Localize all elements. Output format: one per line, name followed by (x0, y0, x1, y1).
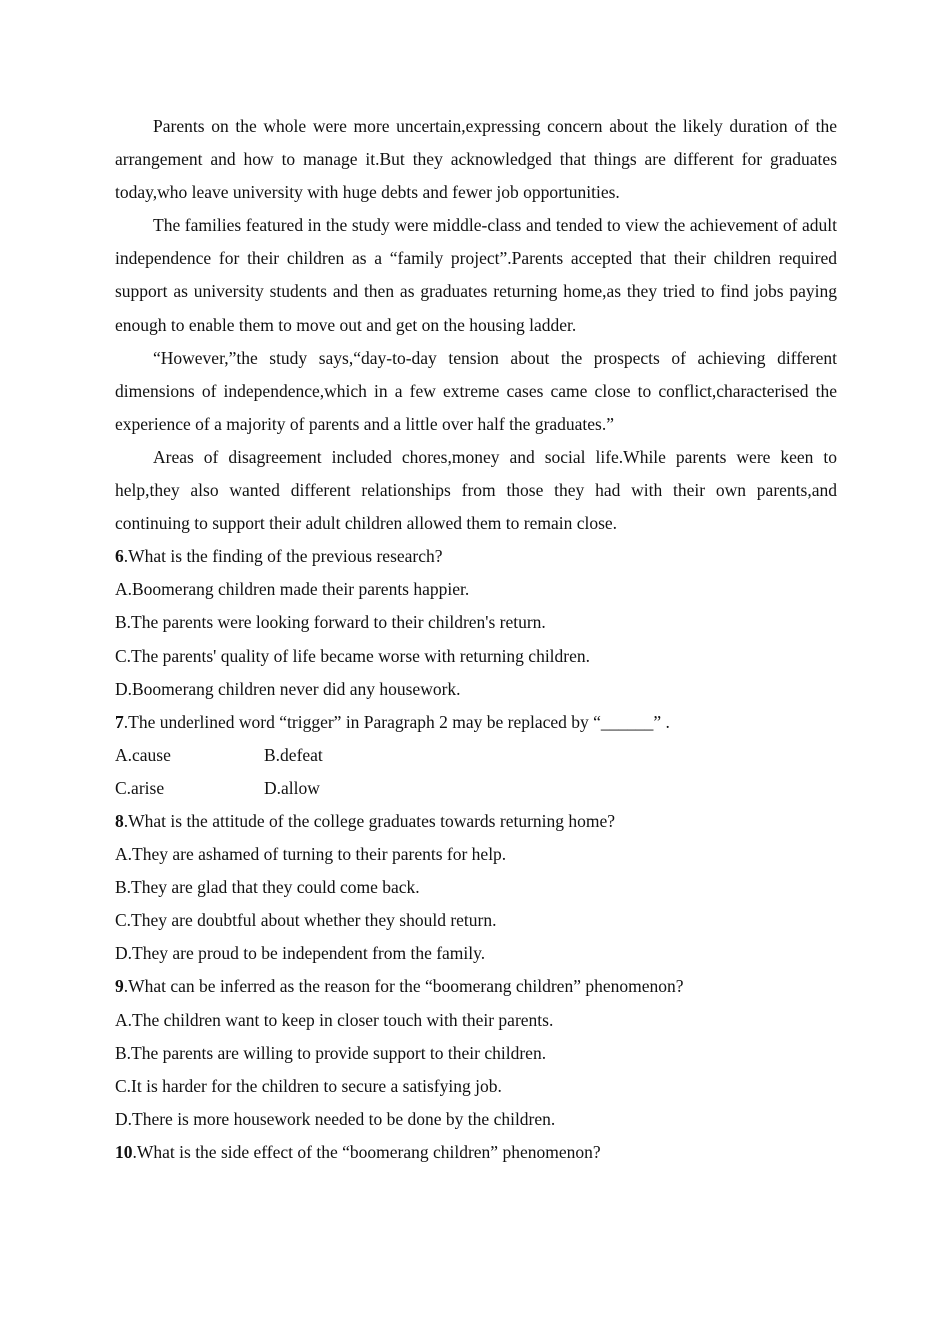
question-10 (115, 1136, 837, 1169)
option-b: B.The parents were looking forward to their children's return. (115, 612, 546, 633)
option-b: B.The parents are willing to provide support to their children. (115, 1042, 547, 1063)
question-number: 6 (115, 546, 124, 567)
passage-paragraph-1: Parents on the whole were more uncertain,expressing concern about the likely duration of the arrangement and how to manage it.But they acknowledged that things are different for graduates today,who leave university with huge debts and fewer job opportunities. (115, 116, 837, 203)
question-text: .What is the finding of the previous research? (123, 546, 443, 567)
option-b: B.They are glad that they could come back. (115, 877, 420, 898)
question-8-stem (115, 805, 837, 838)
question-number: 8 (115, 810, 124, 831)
option-d: D.Boomerang children never did any housework. (115, 678, 461, 699)
option-c: C.The parents' quality of life became worse with returning children. (115, 645, 591, 666)
option-d: D.They are proud to be independent from the family. (115, 943, 486, 964)
option-d: D.There is more housework needed to be done by the children. (115, 1108, 556, 1129)
option-b: B.defeat (264, 744, 323, 765)
passage-paragraph-3: “However,”the study says,“day-to-day tension about the prospects of achieving different dimensions of independence,which in a few extreme cases came close to conflict,characterised the experience of a majority of parents and a little over half the graduates.” (115, 347, 837, 434)
question-9 (115, 970, 837, 1135)
passage-paragraph-4: Areas of disagreement included chores,money and social life.While parents were keen to help,they also wanted different relationships from those they had with their own parents,and continuing to support their adult children allowed them to remain close. (115, 446, 837, 534)
question-number: 7 (115, 711, 124, 732)
option-a: A.The children want to keep in closer touch with their parents. (115, 1009, 554, 1030)
question-7-stem (115, 706, 837, 739)
question-7 (115, 706, 837, 805)
option-c: C.arise (115, 777, 165, 798)
option-d: D.allow (264, 777, 320, 798)
question-text: .What is the side effect of the “boomerang children” phenomenon? (132, 1141, 601, 1162)
question-6 (115, 540, 837, 705)
option-c: C.They are doubtful about whether they should return. (115, 910, 497, 931)
passage-paragraph-2: The families featured in the study were middle-class and tended to view the achievement of adult independence for their children as a “family project”.Parents accepted that their children required support as university students and then as graduates returning home,as they tried to find jobs paying enough to enable them to move out and get on the housing ladder. (115, 215, 837, 335)
question-number: 10 (115, 1141, 133, 1162)
question-text: .The underlined word “trigger” in Paragraph 2 may be replaced by “______” . (123, 711, 670, 732)
document-page (115, 110, 837, 1169)
question-8 (115, 805, 837, 970)
option-row-cd (115, 772, 837, 805)
question-text: .What can be inferred as the reason for the “boomerang children” phenomenon? (123, 976, 684, 997)
option-a: A.Boomerang children made their parents happier. (115, 579, 470, 600)
question-text: .What is the attitude of the college graduates towards returning home? (123, 810, 616, 831)
question-10-stem (115, 1136, 837, 1169)
option-c: C.It is harder for the children to secure a satisfying job. (115, 1075, 502, 1096)
question-9-stem (115, 970, 837, 1003)
question-6-stem (115, 540, 837, 573)
option-a: A.They are ashamed of turning to their parents for help. (115, 844, 507, 865)
question-number: 9 (115, 976, 124, 997)
option-a: A.cause (115, 744, 171, 765)
option-row-ab (115, 739, 837, 772)
